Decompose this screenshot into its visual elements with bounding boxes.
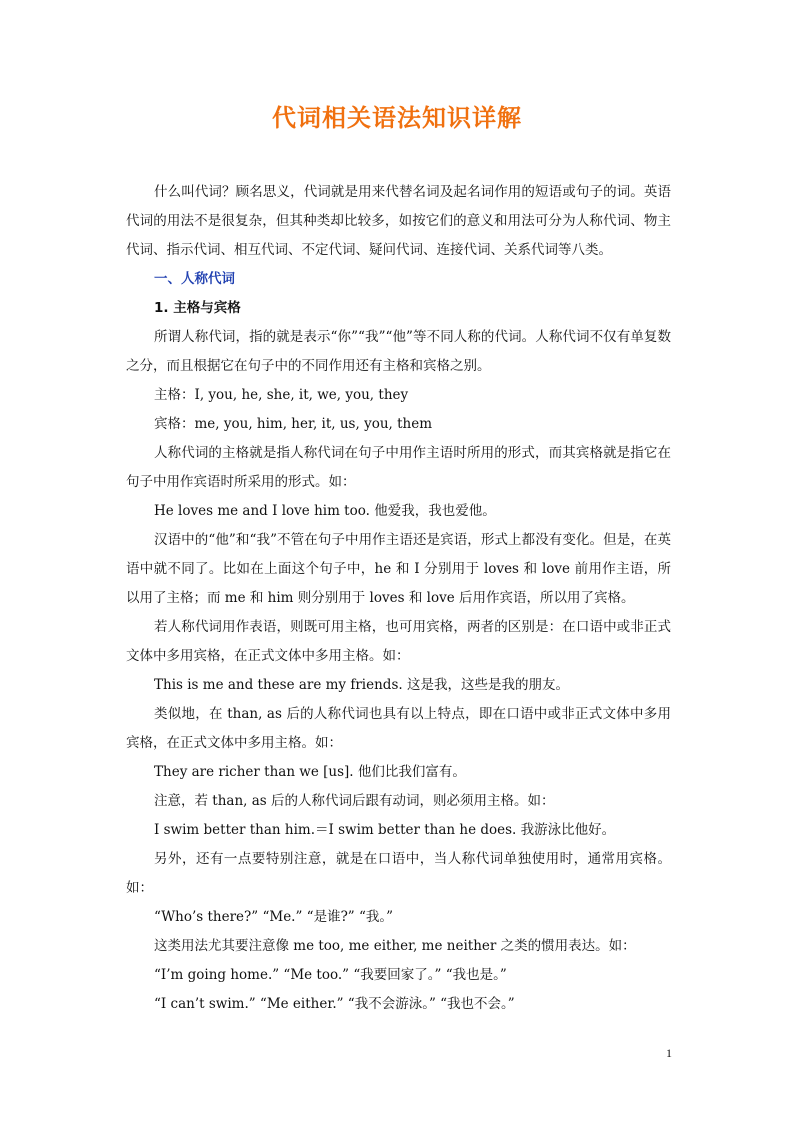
paragraph: 人称代词的主格就是指人称代词在句子中用作主语时所用的形式，而其宾格就是指它在句子中用作宾语时所采用的形式。如： bbox=[126, 445, 671, 490]
example-sentence: “I’m going home.” “Me too.” “我要回家了。” “我也是。” bbox=[154, 967, 507, 983]
example-sentence: “Who’s there?” “Me.” “是谁?” “我。” bbox=[154, 909, 394, 925]
paragraph: 汉语中的“他”和“我”不管在句子中用作主语还是宾语，形式上都没有变化。但是，在英语中就不同了。比如在上面这个句子中，he 和 I 分别用于 loves 和 love 前用作主语，所以用了主格；而 me 和 him 则分别用于 loves 和 love 后用作宾语，所以用了宾格。 bbox=[126, 532, 671, 606]
example-sentence: “I can’t swim.” “Me either.” “我不会游泳。” “我也不会。” bbox=[154, 996, 515, 1012]
paragraph: 所谓人称代词，指的就是表示“你”“我”“他”等不同人称的代词。人称代词不仅有单复数之分，而且根据它在句子中的不同作用还有主格和宾格之别。 bbox=[126, 329, 671, 374]
page-number: 1 bbox=[666, 1046, 672, 1060]
nominative-list: 主格：I, you, he, she, it, we, you, they bbox=[154, 387, 409, 403]
paragraph: 注意，若 than, as 后的人称代词后跟有动词，则必须用主格。如： bbox=[154, 793, 555, 809]
paragraph: 若人称代词用作表语，则既可用主格，也可用宾格，两者的区别是：在口语中或非正式文体中多用宾格，在正式文体中多用主格。如： bbox=[126, 619, 671, 664]
paragraph: 这类用法尤其要注意像 me too, me either, me neither 之类的惯用表达。如： bbox=[154, 938, 636, 954]
subsection-heading: 1. 主格与宾格 bbox=[154, 300, 241, 316]
paragraph: 另外，还有一点要特别注意，就是在口语中，当人称代词单独使用时，通常用宾格。如： bbox=[126, 851, 671, 896]
section-heading: 一、人称代词 bbox=[154, 271, 235, 287]
intro-paragraph: 什么叫代词？顾名思义，代词就是用来代替名词及起名词作用的短语或句子的词。英语代词的用法不是很复杂，但其种类却比较多，如按它们的意义和用法可分为人称代词、物主代词、指示代词、相互代词、不定代词、疑问代词、连接代词、关系代词等八类。 bbox=[126, 184, 671, 258]
paragraph: 类似地，在 than, as 后的人称代词也具有以上特点，即在口语中或非正式文体中多用宾格，在正式文体中多用主格。如： bbox=[126, 706, 671, 751]
example-sentence: I swim better than him.＝I swim better than he does. 我游泳比他好。 bbox=[154, 822, 616, 838]
document-body bbox=[126, 178, 671, 1019]
page-title: 代词相关语法知识详解 bbox=[272, 104, 522, 132]
example-sentence: This is me and these are my friends. 这是我，这些是我的朋友。 bbox=[154, 677, 569, 693]
example-sentence: They are richer than we [us]. 他们比我们富有。 bbox=[154, 764, 466, 780]
objective-list: 宾格：me, you, him, her, it, us, you, them bbox=[154, 416, 433, 432]
example-sentence: He loves me and I love him too. 他爱我，我也爱他。 bbox=[154, 503, 496, 519]
